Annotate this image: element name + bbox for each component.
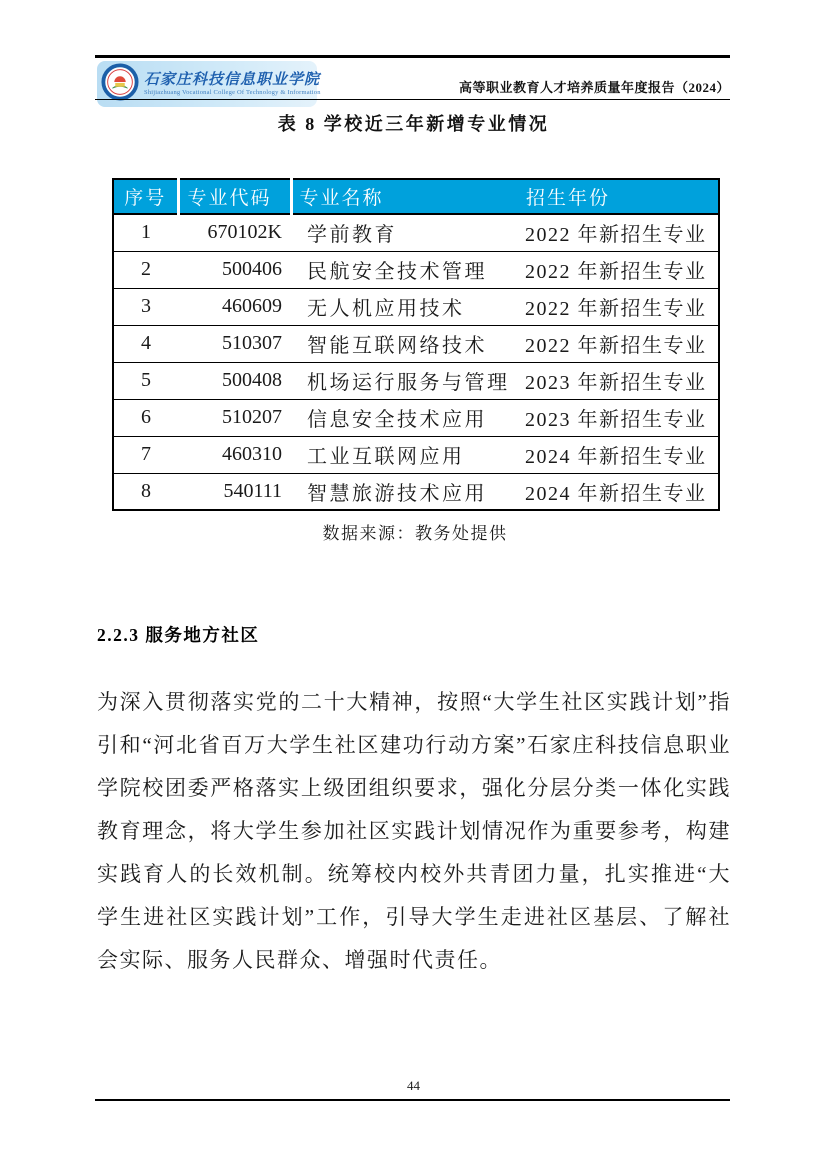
cell-seq: 3 [141, 295, 151, 317]
table-header-row [113, 179, 719, 214]
table-caption: 表 8 学校近三年新增专业情况 [277, 114, 550, 134]
cell-name: 信息安全技术应用 [307, 409, 487, 431]
cell-name: 学前教育 [307, 224, 397, 247]
cell-name: 无人机应用技术 [307, 298, 465, 320]
cell-code: 460609 [222, 295, 282, 317]
table-row [113, 473, 719, 510]
cell-year: 2023 年新招生专业 [525, 372, 707, 394]
cell-year: 2022 年新招生专业 [525, 224, 707, 247]
cell-year: 2023 年新招生专业 [525, 409, 707, 431]
cell-year: 2024 年新招生专业 [525, 446, 707, 468]
cell-code: 500408 [222, 369, 282, 391]
cell-seq: 4 [141, 332, 151, 354]
cell-year: 2022 年新招生专业 [525, 261, 707, 283]
cell-code: 500406 [222, 258, 282, 280]
table-row [113, 214, 719, 251]
college-name-cn: 石家庄科技信息职业学院 [144, 72, 321, 89]
table-row [113, 251, 719, 288]
cell-name: 智能互联网络技术 [307, 335, 487, 357]
table-row [113, 399, 719, 436]
cell-seq: 7 [141, 443, 151, 465]
cell-code: 670102K [207, 221, 282, 244]
cell-name: 民航安全技术管理 [307, 261, 487, 283]
cell-name: 智慧旅游技术应用 [307, 482, 487, 505]
report-title: 高等职业教育人才培养质量年度报告（2024） [458, 80, 730, 95]
new-majors-table [112, 178, 720, 511]
college-logo-text [144, 72, 321, 96]
cell-code: 540111 [223, 479, 282, 502]
column-header-code: 专业代码 [178, 179, 291, 214]
cell-seq: 5 [141, 369, 151, 391]
header-top-rule [95, 55, 730, 58]
column-header-name: 专业名称 [291, 179, 524, 214]
cell-code: 510307 [222, 332, 282, 354]
college-logo [97, 61, 321, 107]
cell-year: 2024 年新招生专业 [525, 482, 707, 505]
cell-name: 机场运行服务与管理 [307, 372, 510, 394]
cell-year: 2022 年新招生专业 [525, 298, 707, 320]
cell-code: 510207 [222, 406, 282, 428]
section-heading: 2.2.3 服务地方社区 [97, 625, 260, 645]
college-name-en: Shijiazhuang Vocational College Of Technology & Information [144, 88, 321, 96]
cell-year: 2022 年新招生专业 [525, 335, 707, 357]
table-row [113, 436, 719, 473]
column-header-seq: 序号 [113, 179, 178, 214]
cell-seq: 2 [141, 258, 151, 280]
header-bottom-rule [95, 99, 730, 100]
cell-seq: 1 [141, 221, 151, 244]
table-row [113, 288, 719, 325]
cell-code: 460310 [222, 443, 282, 465]
body-paragraph: 为深入贯彻落实党的二十大精神，按照“大学生社区实践计划”指引和“河北省百万大学生社区建功行动方案”石家庄科技信息职业学院校团委严格落实上级团组织要求，强化分层分类一体化实践教育理念，将大学生参加社区实践计划情况作为重要参考，构建实践育人的长效机制。统筹校内校外共青团力量，扎实推进“大学生进社区实践计划”工作，引导大学生走进社区基层、了解社会实际、服务人民群众、增强时代责任。 [97, 690, 731, 972]
table-row [113, 362, 719, 399]
footer-rule [95, 1099, 730, 1101]
cell-seq: 8 [141, 479, 151, 502]
page-number: 44 [407, 1078, 420, 1093]
table-row [113, 325, 719, 362]
table-source-note: 数据来源：教务处提供 [322, 524, 508, 543]
cell-seq: 6 [141, 406, 151, 428]
column-header-year: 招生年份 [524, 179, 719, 214]
cell-name: 工业互联网应用 [307, 446, 465, 468]
